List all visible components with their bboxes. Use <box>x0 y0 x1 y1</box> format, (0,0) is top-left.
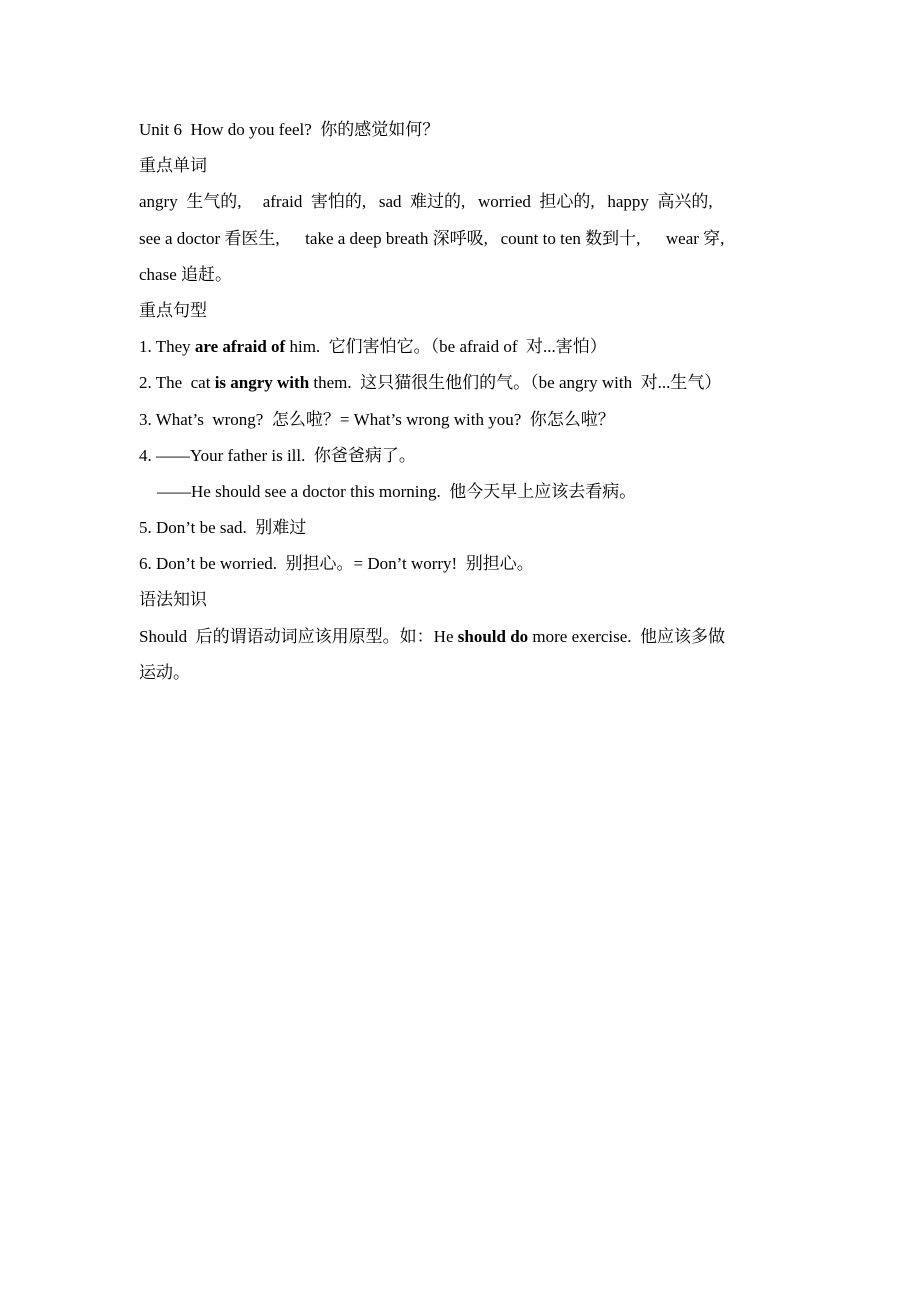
grammar-line <box>139 624 799 660</box>
sentence-1 <box>139 334 799 370</box>
vocab-heading: 重点单词 <box>139 156 207 176</box>
sentence-5: 5. Don’t be sad. 别难过 <box>139 518 307 538</box>
sentence-6: 6. Don’t be worried. 别担心。= Don’t worry! 别担心。 <box>139 554 534 574</box>
bold-phrase: should do <box>457 626 529 646</box>
bold-phrase: are afraid of <box>194 337 286 357</box>
vocab-line: see a doctor 看医生, take a deep breath 深呼吸, count to ten 数到十, wear 穿, <box>139 228 725 248</box>
vocab-line: angry 生气的, afraid 害怕的, sad 难过的, worried 担心的, happy 高兴的, <box>139 192 713 212</box>
sentence-4-reply: ——He should see a doctor this morning. 他今天早上应该去看病。 <box>157 481 637 501</box>
grammar-line-cont: 运动。 <box>139 662 190 682</box>
sentence-heading: 重点句型 <box>139 300 207 320</box>
grammar-heading: 语法知识 <box>139 590 207 610</box>
doc-title: Unit 6 How do you feel? 你的感觉如何？ <box>139 120 440 139</box>
text: them. 这只猫很生他们的气。（be angry with 对...生气） <box>309 373 722 393</box>
sentence-4: 4. ——Your father is ill. 你爸爸病了。 <box>139 445 416 465</box>
text: 2. The cat <box>139 373 215 393</box>
document-page <box>139 117 799 696</box>
bold-phrase: is angry with <box>214 373 310 393</box>
sentence-3: 3. What’s wrong? 怎么啦？= What’s wrong with you? 你怎么啦？ <box>139 409 615 429</box>
sentence-2 <box>139 370 799 406</box>
text: more exercise. 他应该多做 <box>528 626 726 646</box>
text: 1. They <box>139 337 195 357</box>
text: him. 它们害怕它。（be afraid of 对...害怕） <box>285 337 607 357</box>
text: Should 后的谓语动词应该用原型。如：He <box>139 626 458 646</box>
vocab-line: chase 追赶。 <box>139 264 233 284</box>
